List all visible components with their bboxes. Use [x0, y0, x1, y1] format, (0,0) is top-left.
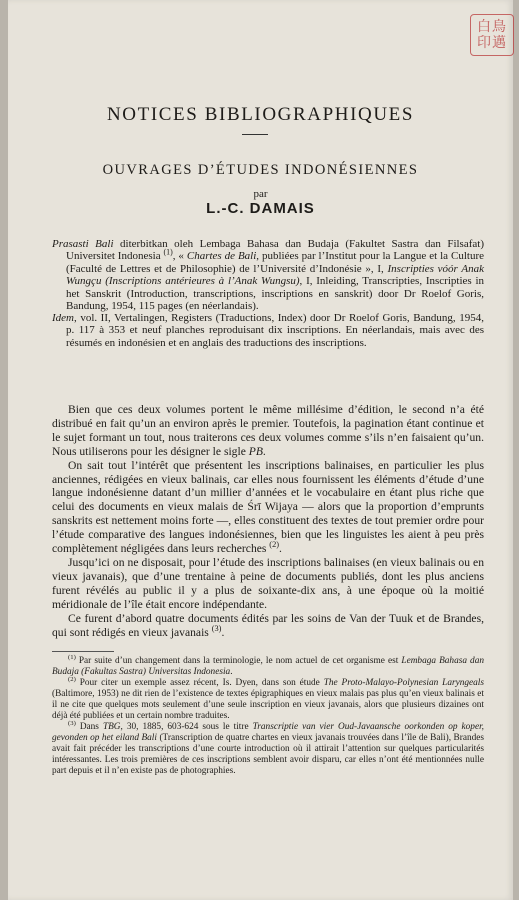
body-paragraph [52, 403, 484, 459]
italic-text: Prasasti Bali [52, 238, 114, 250]
footnote-1 [52, 653, 485, 678]
italic-text: Idem [52, 312, 74, 324]
text-run: Ce furent d’abord quatre documents édités par les soins de Van der Tuuk et de Brandes, qui sont rédigés en vieux javanais [52, 611, 484, 639]
note-marker: (2) [269, 540, 280, 550]
text-run: Par suite d’un changement dans la terminologie, le nom actuel de cet organisme est [75, 656, 402, 666]
reference-entry-2 [52, 312, 484, 349]
text-run: diterbitkan oleh Lembaga Bahasa dan Budaja (Fakultet Sastra dan Filsafat) Universitet Indonesia [66, 238, 484, 263]
text-run: . [262, 444, 266, 458]
red-seal-stamp: 白鳥印邁 [470, 14, 514, 56]
italic-text: Chartes de Bali [186, 250, 257, 263]
text-run: . [279, 542, 282, 556]
italic-text: Transcriptie van vier Oud-Javaansche oorkonden op koper, gevonden op het eiland Bali [52, 722, 484, 743]
body-paragraph [52, 459, 484, 556]
note-marker: (1) [163, 247, 173, 257]
text-run: On sait tout l’intérêt que présentent les inscriptions balinaises, en particulier les plus anciennes, rédigées en vieux balinais, car elles nous fournissent les éléments d’étude d’une langue indonésienne datant d’un millier d’années et le vocabulaire en étant plus riche que celui des documents en vieux malais de Śrī Wijaya — alors que la proportion d’emprunts sanskrits est nettement moins forte —, elles constituent des textes de tout premier ordre pour l’étude comparative des langues indonésiennes, bien que les linguistes les aient à peu près complètement négligées dans leurs recherches [52, 458, 484, 556]
body-paragraph [52, 612, 484, 640]
footnote-divider [52, 651, 114, 652]
article-title: OUVRAGES D’ÉTUDES INDONÉSIENNES [102, 162, 419, 178]
by-label: par [253, 188, 268, 200]
footnote-3 [52, 719, 484, 777]
text-run: , vol. II, Vertalingen, Registers (Traductions, Index) door Dr Roelof Goris, Bandung, 1954, p. 117 à 353 et neuf planches reproduisant dix inscriptions. En néerlandais, mais avec des résumés en indonésien et en anglais des traductions des inscriptions. [66, 312, 484, 349]
note-marker: (3) [211, 623, 222, 633]
italic-text: TBG [102, 722, 121, 732]
italic-text: PB [248, 444, 263, 458]
footnote-2 [52, 675, 484, 722]
note-marker: (1) [68, 653, 76, 661]
note-marker: (3) [68, 719, 76, 727]
title-divider [242, 134, 268, 135]
body-text [52, 403, 484, 639]
text-run: Pour citer un exemple assez récent, Is. Dyen, dans son étude [75, 678, 324, 688]
text-run: (Baltimore, 1953) ne dit rien de l’existence de textes épigraphiques en vieux malais pas plus qu’en vieux balinais et il ne cite que quelques mots seulement d’une seule inscription en vieux javanais, alors que plusieurs dizaines ont déjà été publiées et un certain nombre traduites. [52, 689, 484, 721]
text-run: Jusqu’ici on ne disposait, pour l’étude des inscriptions balinaises (en vieux balinais ou en vieux javanais), que d’une trentaine à peine de documents publiés, dont les plus anciens furent révélés au public il y a plus de soixante-dix ans, à une époque où la moitié méridionale de l’île était encore indépendante. [52, 555, 484, 611]
section-title: NOTICES BIBLIOGRAPHIQUES [106, 104, 415, 125]
note-marker: (2) [68, 675, 76, 683]
italic-text: Inscripties vóór Anak Wungçu (Inscriptions antérieures à l’Anak Wungsu) [66, 262, 484, 288]
text-run: , 30, 1885, 603-624 sous le titre [120, 722, 253, 732]
reference-entry-1 [52, 238, 484, 312]
text-run: Bien que ces deux volumes portent le même millésime d’édition, le second n’a été distribué en fait qu’un an environ après le premier. Toutefois, la pagination étant continue et le sujet formant un tout, nous traiterons ces deux volumes comme s’ils n’en faisaient qu’un. Nous utiliserons pour les désigner le sigle [52, 403, 484, 458]
italic-text: The Proto-Malayo-Polynesian Laryngeals [323, 678, 484, 688]
text-run: , « [172, 250, 187, 263]
text-run: , I, Inleiding, Transcripties, Inscripties in het Sanskrit (Introduction, transcriptions, inscriptions en sanskrit) door Dr Roelof Goris, Bandung, 1954, 115 pages (en néerlandais). [66, 275, 485, 313]
text-run: . [230, 667, 233, 677]
text-run: Dans [75, 722, 103, 732]
journal-page [8, 0, 513, 900]
text-run: . [221, 625, 225, 639]
text-run: , publiées par l’Institut pour la Langue et la Culture (Faculté de Lettres et de Philosophie) de l’Université d’Indonésie », I, [66, 250, 484, 275]
author-name: L.-C. DAMAIS [206, 200, 315, 217]
text-run: (Transcription de quatre chartes en vieux javanais trouvées dans l’île de Bali), Brandes avait fait précéder les transcriptions d’une courte introduction où il attirait l’attention sur quelques particularités intéressantes. Les trois premières de ces inscriptions semblent avoir disparu, car elles n’ont été mentionnées nulle part depuis et il n’en existe pas de photographies. [52, 733, 484, 776]
footnotes [52, 653, 485, 777]
italic-text: Lembaga Bahasa dan Budaja (Fakultas Sastra) Universitas Indonesia [52, 656, 485, 677]
body-paragraph [52, 556, 484, 612]
